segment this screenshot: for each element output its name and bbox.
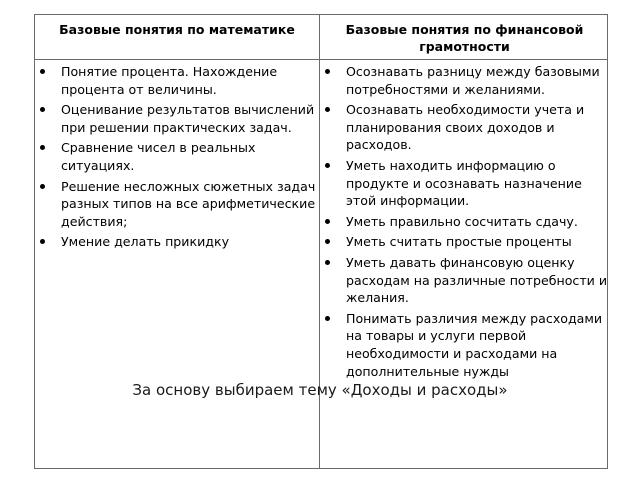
- bullet-icon: [325, 163, 330, 168]
- list-item: Уметь давать финансовую оценку расходам на различные потребности и желания.: [320, 254, 608, 307]
- list-item: Уметь находить информацию о продукте и осознавать назначение этой информации.: [320, 157, 608, 210]
- bullet-icon: [40, 239, 45, 244]
- header-finance: Базовые понятия по финансовой грамотности: [345, 22, 584, 54]
- bullet-icon: [325, 239, 330, 244]
- bullet-icon: [325, 260, 330, 265]
- topic-caption: За основу выбираем тему «Доходы и расходы»: [132, 381, 508, 399]
- bullet-icon: [325, 107, 330, 112]
- bullet-icon: [40, 184, 45, 189]
- concepts-table: [34, 14, 608, 469]
- bullet-icon: [325, 219, 330, 224]
- math-list: [35, 63, 317, 254]
- list-item: Уметь считать простые проценты: [320, 233, 608, 251]
- header-divider: [35, 59, 607, 60]
- finance-list: [320, 63, 608, 383]
- list-item: Умение делать прикидку: [35, 233, 317, 251]
- list-item: Уметь правильно сосчитать сдачу.: [320, 213, 608, 231]
- bullet-icon: [325, 69, 330, 74]
- list-item: Оценивание результатов вычислений при решении практических задач.: [35, 101, 317, 136]
- header-math: Базовые понятия по математике: [59, 22, 295, 37]
- list-item: Решение несложных сюжетных задач разных типов на все арифметические действия;: [35, 178, 317, 231]
- list-item: Осознавать необходимости учета и планирования своих доходов и расходов.: [320, 101, 608, 154]
- list-item: Сравнение чисел в реальных ситуациях.: [35, 139, 317, 174]
- list-item: Понятие процента. Нахождение процента от величины.: [35, 63, 317, 98]
- bullet-icon: [40, 69, 45, 74]
- bullet-icon: [40, 107, 45, 112]
- list-item: Осознавать разницу между базовыми потребностями и желаниями.: [320, 63, 608, 98]
- bullet-icon: [325, 316, 330, 321]
- bullet-icon: [40, 145, 45, 150]
- list-item: Понимать различия между расходами на товары и услуги первой необходимости и расходами на дополнительные нужды: [320, 310, 608, 380]
